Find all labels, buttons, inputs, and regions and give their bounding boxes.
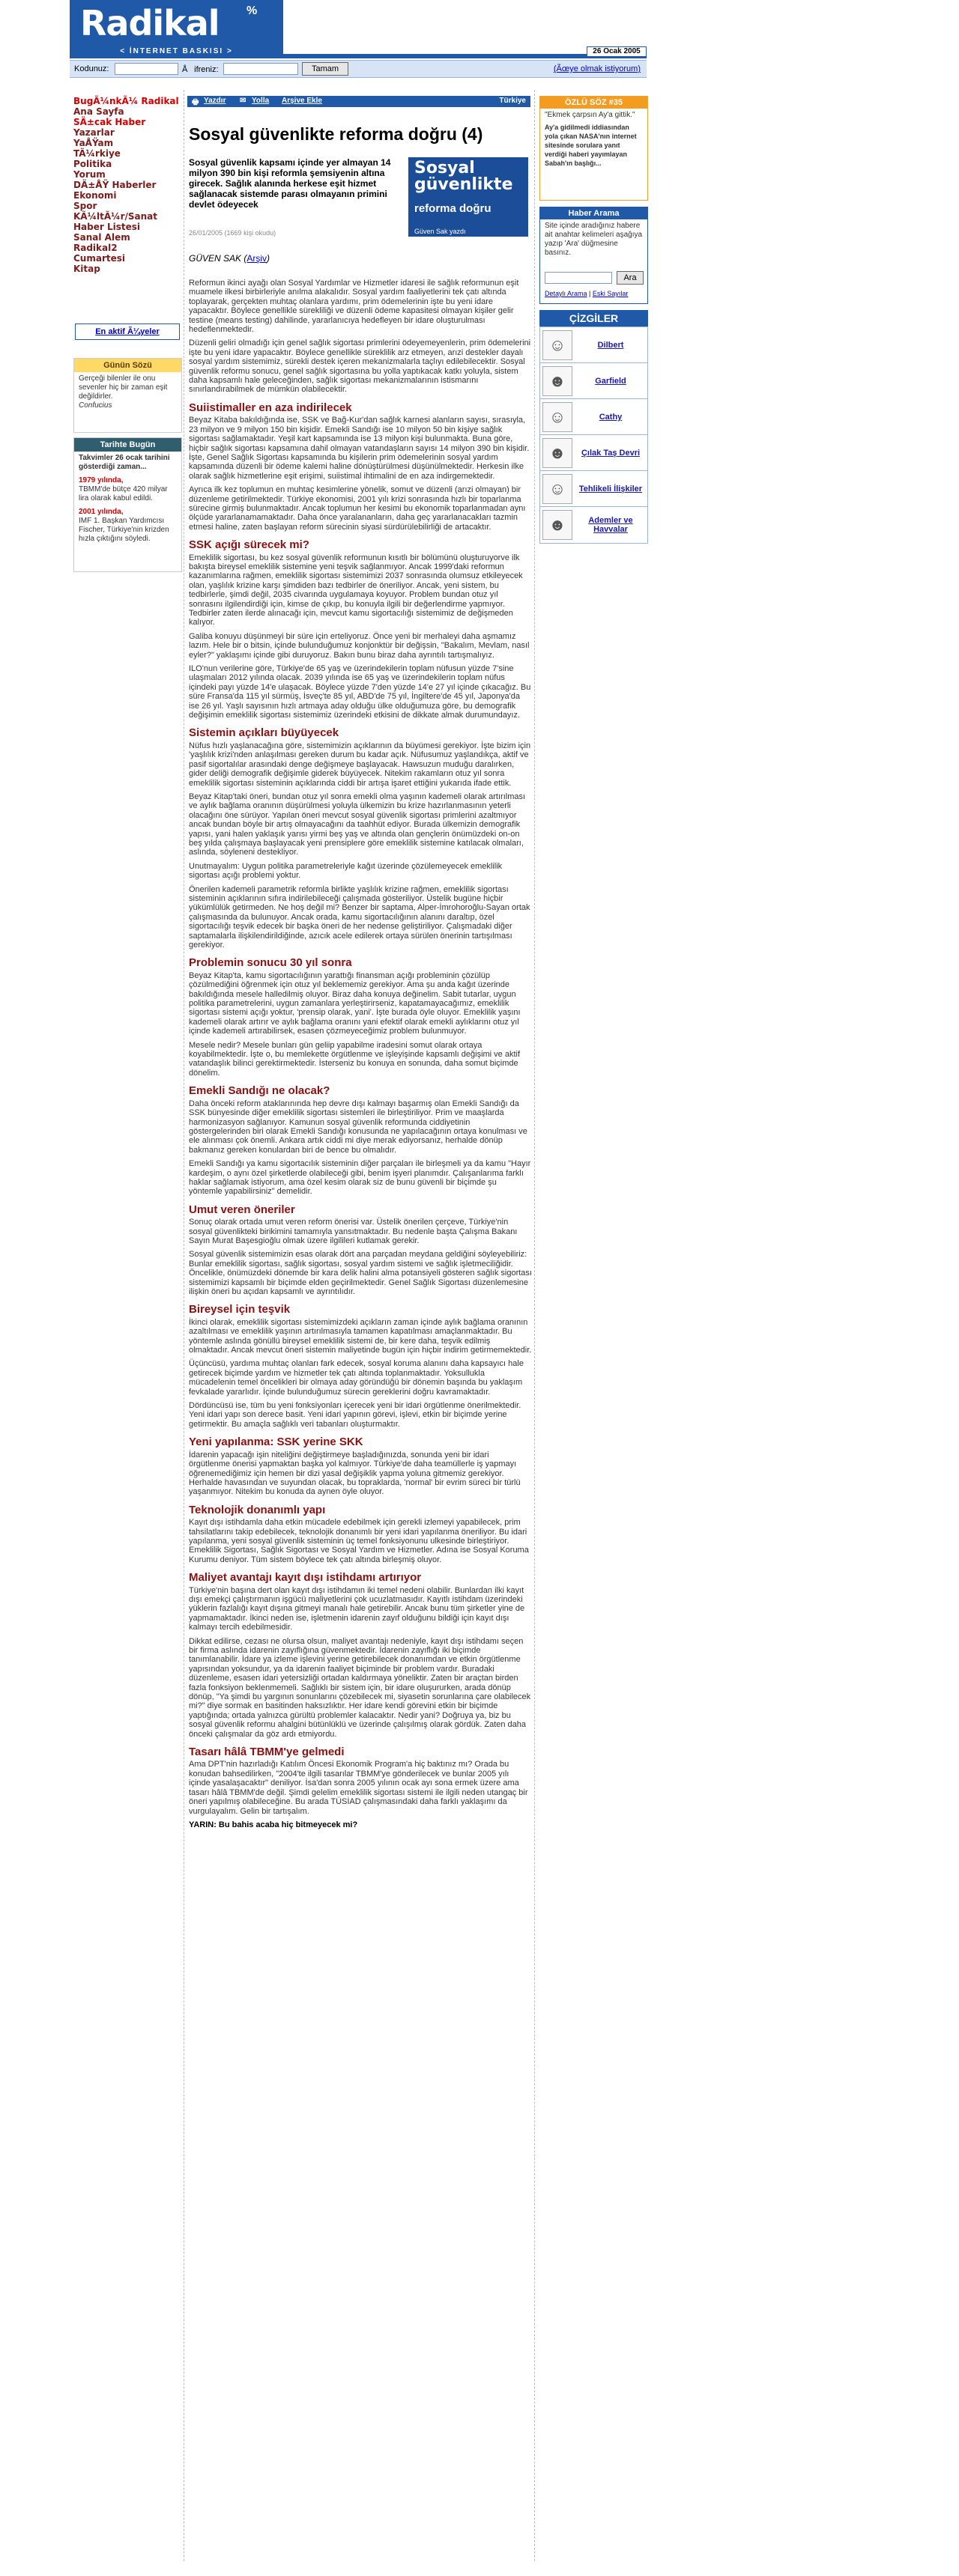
- nav-item[interactable]: Cumartesi: [73, 253, 125, 264]
- article-title: Sosyal güvenlikte reforma doğru (4): [189, 124, 483, 144]
- paragraph: Ama DPT'nin hazırladığı Katılım Öncesi Ekonomik Program'a hiç baktınız mı? Orada bu konudan bahsedilirken, "2004'te ilgili tasarılar TBMM'ye gönderilecek ve bunlar 2005 yılı içinde yasalaşacaktır" deniliyor. İsa'dan sonra 2005 yılının ocak ayı sona ermek üzere ama tasarı hâlâ TBMM'de değil. Şimdi gelelim emeklilik sigortası sistemi ile ilgili neden utangaç bir öneri yapılmış olabileceğine. Bu arada TÜSİAD çalışmasındaki daha farklı yaklaşımı da vurgulayalım. Gelin bir tartışalım.: [189, 1760, 528, 1816]
- paragraph: Beyaz Kitap'taki öneri, bundan otuz yıl sonra emekli olma yaşının kademeli olarak artırılması ve aylık bağlama oranının düşürülmesi yoluyla ülkemizin bu krize hazırlanmasının yeterli olacağını öne sürüyor. Yapılan öneri mevcut sosyal güvenlik sigortası primlerini azaltmıyor ancak bundan böyle bir artış olmayacağını da taahhüt ediyor. Burada ülkemizin demografik yapısı, yani halen yaklaşık yarısı yirmi beş yaş ve altında olan gençlerin önümüzdeki on-on beş yılda çalışmaya başlayacak yeni prensiplere göre emeklilik sistemine katılacak olmaları, aslında, söyleneni destekliyor.: [189, 792, 526, 857]
- nav-item[interactable]: Sanal Alem: [73, 232, 130, 243]
- subheading: Bireysel için teşvik: [189, 1303, 291, 1316]
- header: [70, 0, 647, 58]
- paragraph: Daha önceki reform ataklarınında hep devre dışı kalmayı başarmış olan Emekli Sandığı da SSK bünyesinde diğer emeklilik sigortası sistemleri ile birleştiriliyor. Prim ve maaşlarda harmonizasyon sağlanıyor. Kamunun sosyal güvenlik reformunda ciddiyetinin göstergelerinden biri olarak Emekli Sandığı konusunda ne yapılacağının ortaya konulması ve ele alınması çok önemli. Ankara artık ciddi mi diye merak ediyorsanız, herhalde dönüp bakmanız gereken konulardan biri de bence bu olmalıdır.: [189, 1099, 527, 1155]
- paragraph: Reformun ikinci ayağı olan Sosyal Yardımlar ve Hizmetler idaresi ile sağlık reformunun eşit muamele ilkesi birbirleriyle anılma alakalıdır. Sosyal yardım faaliyetlerini tek çatı altında toplayarak, gerçekten muhtaç olanlara yardımı, prim ödemelerinin işte bu yeni idare yapacaktır. Böylece genellikle sürekliliği ve düzenli ödeme kapasitesi olmayan kişiler gelir testine (means testing) dahilinde, yararlanıcıya hedefleyen bir idare oluşturulması hedeflenmektedir.: [189, 279, 519, 335]
- nav-item[interactable]: YaÅŸam: [73, 138, 114, 148]
- comic-name[interactable]: Çılak Taş Devri: [581, 449, 641, 458]
- paragraph: ILO'nun verilerine göre, Türkiye'de 65 yaş ve üzerindekilerin toplam nüfusun yüzde 7'sine ulaşmaları 2012 yılında olacak. 2039 yılında ise 65 yaş ve üzerindekilerin toplam nüfus içindeki payı yüzde 14'e ulaşacak. Böylece yüzde 7'den yüzde 14'e 27 yıl içinde çıkacağız. Bu süre Fransa'da 115 yıl sürmüş, İsveç'te 85 yıl, ABD'de 75 yıl, İngiltere'de 45 yıl, Japonya'da ise 26 yıl. Yaşlı sayısının hızlı artmaya aday olduğu ülke olduğumuza göre, bu demografik değişimin emeklilik sigortası sistemimiz üzerindeki etkisini de dikkate almak durumundayız.: [189, 664, 531, 720]
- quote-of-day-body: [540, 109, 647, 170]
- subheading: Umut veren öneriler: [189, 1203, 295, 1216]
- article-image: [408, 157, 528, 237]
- comic-item[interactable]: [540, 363, 647, 399]
- news-search-input[interactable]: [545, 272, 612, 284]
- comic-name[interactable]: Dilbert: [597, 341, 624, 350]
- news-search-box: [539, 207, 648, 304]
- comic-item[interactable]: [540, 399, 647, 435]
- nav-item[interactable]: Ana Sayfa: [73, 106, 124, 117]
- archive-link[interactable]: Arşive Ekle: [282, 97, 322, 105]
- password-label: Åifreniz:: [182, 65, 219, 74]
- history-box-title: Tarihte Bugün: [74, 438, 181, 452]
- comic-name[interactable]: Cathy: [599, 413, 623, 422]
- paragraph: Türkiye'nin başına dert olan kayıt dışı istihdamın iki temel nedeni olabilir. Bunlardan ilki kayıt dışı emekçi çalıştırmanın işgücü maliyetlerini çok ucuzlatmasıdır. Kayıtlı istihdam üzerindeki yüklerin fazlalığı kayıt dışına gitmeyi manalı hale getirebilir. Ancak bunu tüm şirketler yine de yapmamaktadır. İkinci neden ise, işletmenin idarenin zayıf olduğunu bildiği için kayıt dışı kalmayı tercih edebilmesidir.: [189, 1585, 525, 1632]
- comic-item[interactable]: [540, 471, 647, 507]
- section-label: Türkiye: [499, 97, 526, 105]
- history-year: 2001 yılında,: [79, 508, 124, 516]
- quote-box: [73, 358, 182, 433]
- image-subheading: reforma doğru: [414, 202, 491, 215]
- logo-text: Radikal: [80, 3, 220, 43]
- login-bar: [70, 60, 647, 78]
- subheading: Problemin sonucu 30 yıl sonra: [189, 956, 352, 970]
- logo-mark-icon: %: [246, 4, 258, 17]
- register-link[interactable]: (Ãœye olmak istiyorum): [553, 64, 641, 73]
- comic-name[interactable]: Garfield: [595, 377, 626, 386]
- nav-item[interactable]: KÃ¼ltÃ¼r/Sanat: [73, 211, 157, 222]
- quote-of-day-note: Ay'a gidilmedi iddiasından yola çıkan NASA'nın internet sitesinde sorulara yanıt verdiği haberi yayımlayan Sabah'ın başlığı...: [545, 124, 637, 167]
- comics-list: [539, 326, 648, 544]
- history-intro: Takvimler 26 ocak tarihini gösterdiği zaman...: [79, 454, 170, 471]
- quote-of-day-box: [539, 96, 648, 201]
- paragraph: Emekli Sandığı ya kamu sigortacılık sisteminin diğer parçaları ile birleşmeli ya da kamu "Hayır kardeşim, o aynı özel şirketlerde olabileceği gibi, benim işyeri planımdır. Çalışanlarıma farklı haklar sağlamak istiyorum, ama özel kesim olarak siz de bunu güvenli bir biçimde şu yöntemle yapabilirsiniz" demelidir.: [189, 1159, 531, 1197]
- left-divider: [184, 90, 185, 2561]
- history-text: TBMM'de bütçe 420 milyar lira olarak kabul edildi.: [79, 485, 168, 502]
- paragraph: Unutmayalım: Uygun politika parametreleriyle kağıt üzerinde çözülemeyecek emeklilik sigortası açığı problemi yoktur.: [189, 861, 503, 881]
- active-members-button[interactable]: En aktif Ã¼yeler: [75, 323, 180, 340]
- nav-item[interactable]: TÃ¼rkiye: [73, 148, 121, 159]
- news-search-title: Haber Arama: [540, 207, 647, 219]
- quote-text: Gerçeği bilenler ile onu sevenler hiç bir zaman eşit değildirler.: [79, 374, 168, 401]
- quote-box-title: Günün Sözü: [74, 359, 181, 372]
- history-text: IMF 1. Başkan Yardımcısı Fischer, Türkiye'nin krizden hızla çıktığını söyledi.: [79, 517, 169, 543]
- subheading: Sistemin açıkları büyüyecek: [189, 726, 339, 740]
- subheading: Yeni yapılanma: SSK yerine SKK: [189, 1436, 363, 1449]
- nav-item[interactable]: Ekonomi: [73, 190, 117, 201]
- article-date: 26/01/2005 (1669 kişi okudu): [189, 229, 276, 237]
- issue-date: 26 Ocak 2005: [587, 46, 647, 57]
- comic-thumbnail-icon: ☻: [542, 510, 572, 540]
- quote-author: Confucius: [79, 401, 112, 410]
- nav-item[interactable]: Kitap: [73, 264, 100, 274]
- comic-name[interactable]: Tehlikeli İlişkiler: [578, 484, 643, 493]
- article-body: [189, 279, 532, 1834]
- detailed-search-link[interactable]: Detaylı Arama: [545, 290, 587, 297]
- paragraph: Önerilen kademeli parametrik reformla birlikte yaşlılık krizine rağmen, emeklilik sigortası sisteminin açıklarının sıfıra indirilebileceği çalışmada gösteriliyor. Üstelik bugüne hiçbir yükümlülük getirmeden. Ne hoş değil mi? Benzer bir saptama, Alper-İmrohoroğlu-Sayan ortak çalışmasında da bulunuyor. Ancak orada, kamu sigortacılığının alanını daraltıp, özel sigortacılığı teşvik edecek bir başka öneri de her nedense geliştiriliyor. Çalışmadaki diğer saptamalarla ilişkilendirildiğinde, azıcık acele edilerek ortaya sürülen önerinin tartışılması gerekiyor.: [189, 884, 530, 950]
- nav-item[interactable]: SÄ±cak Haber: [73, 117, 146, 127]
- nav-item[interactable]: Spor: [73, 201, 97, 211]
- print-icon[interactable]: 🖶: [192, 98, 199, 106]
- history-year: 1979 yılında,: [79, 476, 124, 484]
- article-lead: Sosyal güvenlik kapsamı içinde yer almayan 14 milyon 390 bin kişi reformla şemsiyenin altına girecek. Sağlık alanında herkese eşit hizmet sağlanacak sistemde parası olmayanın primini devlet ödeyecek: [189, 157, 391, 210]
- history-box-body: [74, 452, 181, 546]
- comic-thumbnail-icon: ☺: [542, 402, 572, 432]
- subheading: Suiistimaller en aza indirilecek: [189, 401, 352, 414]
- code-label: Kodunuz:: [74, 64, 109, 73]
- history-box: [73, 437, 182, 572]
- tagline-bar: [70, 45, 647, 58]
- paragraph: Dördüncüsü ise, tüm bu yeni fonksiyonları içerecek yeni bir idari örgütlenme önerilmektedir. Yeni idari yapı son derece basit. Yeni idari yapının görevi, işlevi, etkin bir biçimde yerine getirmektir. Bu amaçla sağlıklı veri tabanları oluşturmaktır.: [189, 1401, 521, 1429]
- paragraph: Galiba konuyu düşünmeyi bir süre için erteliyoruz. Önce yeni bir merhaleyi daha aşmamız lazım. Hele bir o bitsin, içinde bulunduğumuz konjonktür bir değişsin, "Bakalım, Mevlam, nasıl eyler?" yaklaşımı içinde gibi duruyoruz. Bakın bunu biraz daha ayrıntılı tartışmalıyız.: [189, 631, 530, 660]
- nav-item[interactable]: DÄ±ÅŸ Haberler: [73, 180, 157, 190]
- paragraph: Dikkat edilirse, cezası ne olursa olsun, maliyet avantajı nedeniyle, kayıt dışı istihdamı seçen bir firma aslında idarenin zayıflığına güvenmektedir. İdarenin zayıflığı iki biçimde tanımlanabilir. İdare ya izleme işlevini yerine getirebilecek donanımdan ve etkin örgütlenme yapısından yoksundur, ya da idarenin faaliyet biçiminde bir problem vardır. Buradaki düzenleme, esasen idari yetersizliği ortadan kaldırmaya yöneliktir. Zaten bir araçtan birden fazla fonksiyon beklenmemeli. Sağlıklı bir sistem için, bir idare oluşururken, arada dönüp dönüp, "Ya şimdi bu yargının sonunlarını çözebilecek mi, siyasetin sorunlarına çare olabilecek mi?" diye sormak en basitinden haksızlıktır. Her idare kendi görevini etkin bir biçimde yaptığında; ortada yalnızca gürültü problemler kalacaktır. Nedir yani? Doğruya ya, biz bu sosyal güvenlik reformu ahalgini bütünlüklü ve üzerinde çalışılmış olarak gördük. Zaten daha önceki çalışmalar da göz ardı etmiyordu.: [189, 1636, 531, 1739]
- comic-thumbnail-icon: ☻: [542, 438, 572, 468]
- author-name: GÜVEN SAK: [189, 253, 242, 264]
- quote-of-day-text: "Ekmek çarpsın Ay'a gittik.": [545, 111, 635, 119]
- right-divider: [534, 90, 536, 2561]
- quote-of-day-title: ÖZLÜ SÖZ #35: [540, 97, 647, 109]
- login-button[interactable]: Tamam: [302, 62, 348, 76]
- comic-item[interactable]: [540, 507, 647, 543]
- paragraph: Sosyal güvenlik sistemimizin esas olarak dört ana parçadan meydana geldiğini söyleyebiliriz: Bunlar emeklilik sigortası, sağlık sigortası, sosyal yardım sistemi ve sağlık işletmeciliğidir. Öncelikle, önümüzdeki dönemde bir kara delik halini alma potansiyeli gösteren sağlık sigortası sistemimizi kapsamlı bir biçimde elden geçirilmektedir. Genel Sağlık Sigortası düzenlemesine ilişkin öneri bu açıdan kapsamlı ve ayrıntılıdır.: [189, 1250, 532, 1296]
- comics-title: ÇİZGİLER: [539, 310, 648, 326]
- paragraph: Beyaz Kitap'ta, kamu sigortacılığının yarattığı finansman açığı probleminin çözülüp çözülmediğini öğrenmek için otuz yıl beklememiz gerekiyor. Ama şu anda kağıt üzerinde bakıldığında mesele halledilmiş oluyor. Biraz daha konuya değinelim. Sabit tutarlar, uygun politika parametrelerini, uygun zamanlara yerleştirirseniz, kapatamayacağımız, emeklilik sigortası sistemi açığı yoktur, 'prensip olarak, yani'. İşte burada öyle oluyor. Emeklilik yaşını kademeli olarak artırır ve aylık bağlama oranını yani efektif olarak emekli aylıklarını otuz yıl içinde kademeli artırabilirsek, esasen çözmeyeceğimiz problem bulunmuyor.: [189, 970, 521, 1036]
- send-icon[interactable]: ✉: [240, 97, 246, 105]
- nav-item[interactable]: Yazarlar: [73, 127, 115, 138]
- nav-item[interactable]: Radikal2: [73, 243, 118, 253]
- paragraph: İdarenin yapacağı işin niteliğini değiştirmeye başladığınızda, sonunda yeni bir idari örgütlenme önerisi yapmaktan başka yol kalmıyor. Türkiye'de daha teamüllerle iş yapmayı öğrenemediğimiz için hemen bir dizi yasal değişiklik yapma yoluna gitmemiz gerekiyor. Herhalde havasından ve suyundan olacak, bu topraklarda, 'normal' bir evrim süreci bir türlü yaşanmıyor. Nitekim bu konuda da aynen öyle oluyor.: [189, 1450, 521, 1497]
- next-article-teaser: YARIN: Bu bahis acaba hiç bitmeyecek mi?: [189, 1820, 358, 1829]
- subheading: Tasarı hâlâ TBMM'ye gelmedi: [189, 1746, 345, 1759]
- tagline: < İNTERNET BASKISI >: [70, 45, 283, 58]
- quote-box-body: [74, 372, 181, 413]
- comic-thumbnail-icon: ☻: [542, 366, 572, 396]
- nav-item[interactable]: Haber Listesi: [73, 222, 140, 232]
- code-input[interactable]: [115, 63, 178, 75]
- news-search-button[interactable]: Ara: [617, 271, 644, 285]
- logo[interactable]: [70, 0, 283, 49]
- send-link[interactable]: Yolla: [252, 97, 270, 105]
- comic-item[interactable]: [540, 435, 647, 471]
- nav-item[interactable]: Politika: [73, 159, 112, 169]
- author-archive-link[interactable]: Arşiv: [246, 253, 267, 264]
- comic-thumbnail-icon: ☺: [542, 330, 572, 360]
- paragraph: Sonuç olarak ortada umut veren reform önerisi var. Üstelik önerilen çerçeve, Türkiye'nin sosyal güvenlikteki birikimini tamamıyla yansıtmaktadır. Bu nedenle başta Çalışma Bakanı Sayın Murat Başesgioğlu olmak üzere ilgilileri kutlamak gerekir.: [189, 1218, 518, 1245]
- comic-name[interactable]: Ademler ve Havvalar: [588, 516, 633, 534]
- paragraph: Nüfus hızlı yaşlanacağına göre, sistemimizin açıklarının da büyümesi gerekiyor. İşte bizim için 'yaşlılık krizi'nden anlaşılması gereken durum bu kadar açık. Nüfusumuz yaşlandıkça, aktif ve pasif sigortalılar arasındaki denge değişmeye başlayacak. Hawsuzun muduğu daralırken, gider deliği demografik değişimle giderek büyüyecek. Nitekim rakamların otuz yıl sonra emeklilik sigortası sisteminin açıklarında ciddi bir artışa işaret ettiğini yukarıda ifade ettik.: [189, 741, 531, 788]
- news-search-text: Site içinde aradığınız habere ait anahtar kelimeleri aşağıya yazıp 'Ara' düğmesine basınız.: [545, 222, 643, 257]
- subheading: SSK açığı sürecek mi?: [189, 538, 309, 552]
- nav-item[interactable]: BugÃ¼nkÃ¼ Radikal: [73, 96, 179, 106]
- byline: GÜVEN SAK (Arşiv): [189, 253, 270, 264]
- paragraph: Mesele nedir? Mesele bunları gün geliip yapabilme iradesini somut olarak ortaya koyabilmektedir. İşte o, bu memlekette örgütlenme ve işleyişinde kapsamlı değişimi ve aktif vatandaşlık bilinci gerektirmektedir. İsterseniz bu konuya en sonunda, daha somut biçimde dönelim.: [189, 1040, 521, 1078]
- search-links: Detaylı Arama | Eski Sayılar: [545, 290, 629, 297]
- comic-thumbnail-icon: ☺: [542, 474, 572, 504]
- paragraph: Ayrıca ilk kez toplumun en muhtaç kesimlerine yönelik, somut ve düzenli (arızi olmayan) bir düzenleme getirilmektedir. Türkiye ekonomisi, 2001 yılı krizi sonrasında hızlı bir toparlanma sürecine girmiş bulunmaktadır. Ancak toplumun her kesimi bu ekonomik toparlanmadan aynı ölçüde yararlanamamaktadır. Daha önce yaralananların, daha geç yararlanacakları tazmin etmesi haline, zaten başlayan reform sürecinin siyasi sürdürülebilirliği de artacaktır.: [189, 485, 526, 532]
- subheading: Emekli Sandığı ne olacak?: [189, 1084, 330, 1098]
- comic-item[interactable]: [540, 327, 647, 363]
- left-nav: [73, 96, 182, 274]
- paragraph: Emeklilik sigortası, bu kez sosyal güvenlik reformunun kısıtlı bir bölümünü oluşturuyorve ilk bakışta bireysel emeklilik sistemine yeni teşvik sağlanmıyor. Ancak 1999'daki reformun kazanımlarına rağmen, emeklilik sigortası sistemimizi 2037 sonrasında olumsuz etkileyecek olan, yaşlılık krizine karşı şimdiden bazı tedbirler de öneriliyor. Ancak, yeni sistem, bu tedbirlerle, şimdi değil, 2035 civarında uygulamaya koyuyor. Problem bundan otuz yıl sonrasını ilgilendirdiği için, kimse de çıkıp, bu konuyla ilgili bir değerlendirme yapmıyor. Tedbirler zaten ilerde alınacağı için, mevcut kamu sigortacılığı sistemimiz de değişmeden kalıyor.: [189, 553, 523, 628]
- paragraph: Beyaz Kitaba bakıldığında ise, SSK ve Bağ-Kur'dan sağlık karnesi alanların sayısı, sırasıyla, 23 milyon ve 9 milyon 150 bin kişidir. Emekli Sandığı ise 10 milyon 50 bin kişiye sağlık sigortası sağlamaktadır. Yeşil kart kapsamında ise 13 milyon kişi bulunmakta. Buna göre, hiçbir sağlık sigortası kapsamına dahil olmayan vatandaşların sayısı 14 milyon 390 bin kişidir. İşte, Genel Sağlık Sigortası kapsamında bu kişilerin prim ödemelerinin sosyal yardım kapsamında düzenli bir ödeme kalemi haline dönüştürülmesi düşünülmektedir. Herkesin ilke olarak sağlık hizmetlerine eşit erişimi, suiistimal ihtimalini de en aza indirgemektedir.: [189, 416, 530, 481]
- paragraph: Üçüncüsü, yardıma muhtaç olanları fark edecek, sosyal koruma alanını daha kapsayıcı hale getirecek biçimde yardım ve hizmetler tek çatı altında toplanmaktadır. Yoksullukla mücadelenin temel öncelikleri bir olmaya aday göründüğü bir dönemin başında bu yaklaşım fevkalade yararlıdır. İçinde bulunduğumuz sürecin gereklerini doğru kavramaktadır.: [189, 1359, 524, 1397]
- article-toolbar: [187, 96, 530, 107]
- paragraph: İkinci olarak, emeklilik sigortası sistemimizdeki açıkların zaman içinde aylık bağlama oranının azaltılması ve emeklilik yaşının artırılmasıyla tamamen kapatılması amaçlanmaktadır. Bu yöntemle aslında gönüllü bireysel emeklilik sistemi de, bir kere daha, teşvik edilmiş olmaktadır. Ancak mevcut öneri sistemin maliyetinde bugün için hiçbir indirim getirmemektedir.: [189, 1317, 532, 1355]
- subheading: Teknolojik donanımlı yapı: [189, 1503, 326, 1516]
- image-heading: Sosyal güvenlikte: [414, 159, 513, 194]
- nav-item[interactable]: Yorum: [73, 169, 106, 180]
- password-input[interactable]: [223, 63, 298, 75]
- image-author: Güven Sak yazdı: [414, 228, 466, 235]
- paragraph: Kayıt dışı istihdamla daha etkin mücadele edebilmek için gerekli izlemeyi yapabilecek, prim tahsilatlarını takip edebilecek, teknolojik donanımlı bir yeni idari yapılanma öneriliyor. Bu idari yapılanma, yeni sosyal güvenlik sisteminin üç temel fonksiyonunu ulkesinde birleştiriyor. Emeklilik Sigortası, Sağlık Sigortası ve Sosyal Yardım ve Hizmetler. Adına ise Sosyal Koruma Kurumu deniyor. Tüm sistem böylece tek çatı altında birleşmiş oluyor.: [189, 1518, 529, 1564]
- print-link[interactable]: Yazdır: [204, 97, 226, 105]
- back-issues-link[interactable]: Eski Sayılar: [592, 290, 629, 297]
- subheading: Maliyet avantajı kayıt dışı istihdamı artırıyor: [189, 1571, 422, 1585]
- paragraph: Düzenli geliri olmadığı için genel sağlık sigortası primlerini ödeyemeyenlerin, prim ödemelerini işte bu yeni idare yapacaktır. Böylece genellikle süreklilik arz etmeyen, arızi destekler dayalı sosyal yardım sistemimiz, sürekli destek içeren mekanizmalarla taçlıyı edilebilecektir. Sosyal güvenlik reformu sonucu, genel sağlık sigortasına bu yolla yaptıkacak katkı yoluyla, sistem daha kapsamlı hale geleceğinden, sağlık sigortası mekanizmalarının istismarını sınırlandırabilmek de mümkün olabilecektir.: [189, 338, 531, 395]
